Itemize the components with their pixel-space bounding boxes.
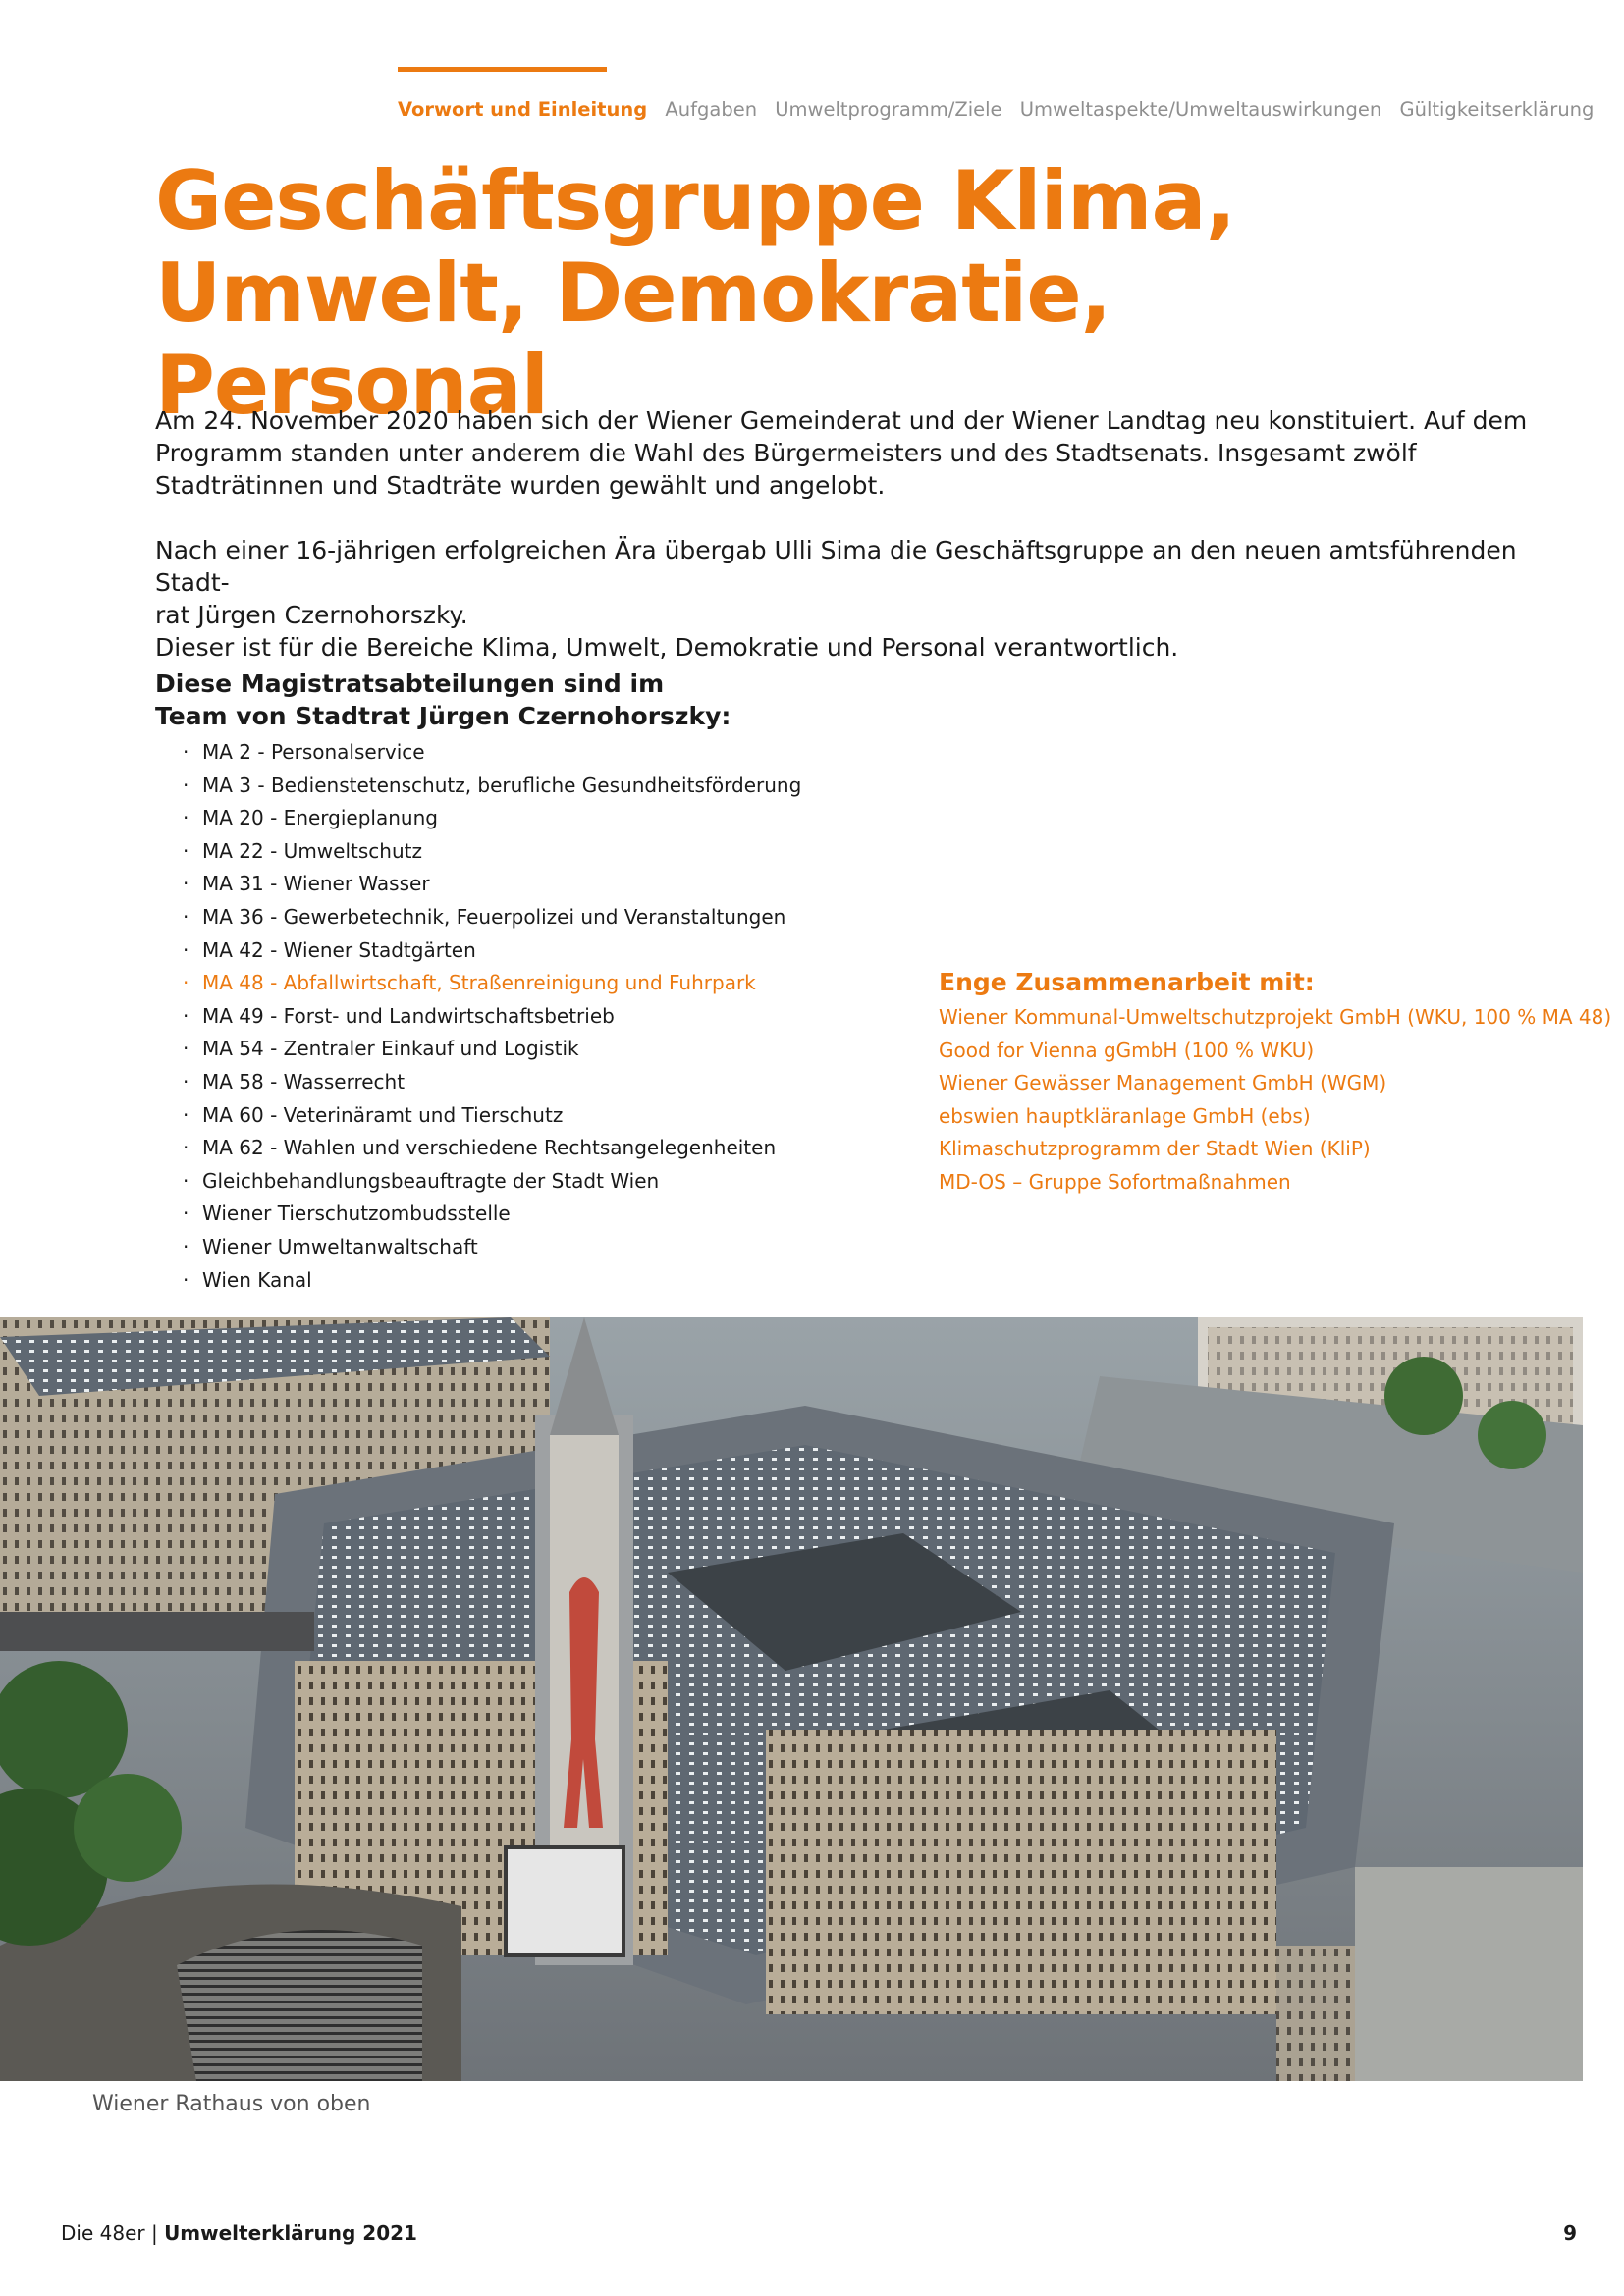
rathaus-aerial-photo	[0, 1317, 1583, 2081]
team-heading-line1: Diese Magistratsabteilungen sind im	[155, 669, 665, 698]
department-item: · MA 2 - Personalservice	[183, 736, 801, 770]
footer-brand	[61, 2221, 417, 2245]
page-title-line1: Geschäftsgruppe Klima,	[155, 153, 1235, 248]
department-item: · MA 62 - Wahlen und verschiedene Rechtsangelegenheiten	[183, 1132, 801, 1165]
footer-doc-title: Umwelterklärung 2021	[164, 2221, 417, 2245]
page-title	[155, 155, 1530, 432]
handover-line1: Nach einer 16-jährigen erfolgreichen Ära übergab Ulli Sima die Geschäftsgruppe an den neuen amtsführenden Stadt-	[155, 536, 1517, 597]
department-item: · MA 42 - Wiener Stadtgärten	[183, 934, 801, 968]
nav-active-indicator	[398, 67, 607, 72]
department-item: · Wien Kanal	[183, 1264, 801, 1298]
handover-paragraph	[155, 534, 1559, 664]
page-title-line2: Umwelt, Demokratie, Personal	[155, 245, 1111, 433]
department-item: · MA 58 - Wasserrecht	[183, 1066, 801, 1099]
cooperation-item: Wiener Kommunal-Umweltschutzprojekt GmbH (WKU, 100 % MA 48)	[939, 1005, 1612, 1029]
nav-item-umweltprogramm[interactable]: Umweltprogramm/Ziele	[775, 98, 1002, 121]
cooperation-box	[939, 964, 1611, 1200]
section-nav	[398, 98, 1605, 121]
footer-separator: |	[144, 2221, 165, 2245]
department-item: · Wiener Umweltanwaltschaft	[183, 1231, 801, 1264]
cooperation-list	[939, 1001, 1611, 1200]
department-list	[183, 736, 801, 1297]
department-item: · MA 20 - Energieplanung	[183, 802, 801, 835]
department-item: · MA 54 - Zentraler Einkauf und Logistik	[183, 1033, 801, 1066]
department-item: · MA 49 - Forst- und Landwirtschaftsbetrieb	[183, 1000, 801, 1034]
cooperation-item: Klimaschutzprogramm der Stadt Wien (KliP)	[939, 1137, 1371, 1161]
team-heading-line2: Team von Stadtrat Jürgen Czernohorszky:	[155, 702, 731, 730]
cooperation-item: Good for Vienna gGmbH (100 % WKU)	[939, 1038, 1315, 1062]
intro-paragraph: Am 24. November 2020 haben sich der Wiener Gemeinderat und der Wiener Landtag neu konstituiert. Auf dem Programm standen unter anderem die Wahl des Bürgermeisters und des Stadtsenats. Insgesamt zwölf Stadträtinnen und Stadträte wurden gewählt und angelobt.	[155, 406, 1528, 500]
page-number: 9	[1563, 2221, 1577, 2245]
department-item-highlighted: · MA 48 - Abfallwirtschaft, Straßenreinigung und Fuhrpark	[183, 967, 801, 1000]
department-item: · Gleichbehandlungsbeauftragte der Stadt Wien	[183, 1165, 801, 1199]
cooperation-item: Wiener Gewässer Management GmbH (WGM)	[939, 1071, 1387, 1095]
handover-line3: Dieser ist für die Bereiche Klima, Umwelt, Demokratie und Personal verantwortlich.	[155, 633, 1179, 662]
photo-caption: Wiener Rathaus von oben	[92, 2092, 371, 2116]
department-item: · MA 31 - Wiener Wasser	[183, 868, 801, 901]
cooperation-heading: Enge Zusammenarbeit mit:	[939, 968, 1315, 996]
department-item: · MA 22 - Umweltschutz	[183, 835, 801, 869]
cooperation-item: ebswien hauptkläranlage GmbH (ebs)	[939, 1103, 1311, 1128]
cooperation-item: MD-OS – Gruppe Sofortmaßnahmen	[939, 1169, 1291, 1194]
department-item: · MA 60 - Veterinäramt und Tierschutz	[183, 1099, 801, 1133]
team-heading	[155, 667, 731, 732]
nav-item-aufgaben[interactable]: Aufgaben	[665, 98, 758, 121]
nav-item-vorwort[interactable]: Vorwort und Einleitung	[398, 98, 648, 121]
nav-item-umweltaspekte[interactable]: Umweltaspekte/Umweltauswirkungen	[1019, 98, 1382, 121]
footer-brand-name: Die 48er	[61, 2221, 145, 2245]
department-item: · MA 3 - Bedienstetenschutz, berufliche Gesundheitsförderung	[183, 770, 801, 803]
department-item: · MA 36 - Gewerbetechnik, Feuerpolizei und Veranstaltungen	[183, 901, 801, 934]
nav-item-gueltigkeitserklaerung[interactable]: Gültigkeitserklärung	[1399, 98, 1595, 121]
department-item: · Wiener Tierschutzombudsstelle	[183, 1198, 801, 1231]
handover-line2: rat Jürgen Czernohorszky.	[155, 601, 468, 629]
